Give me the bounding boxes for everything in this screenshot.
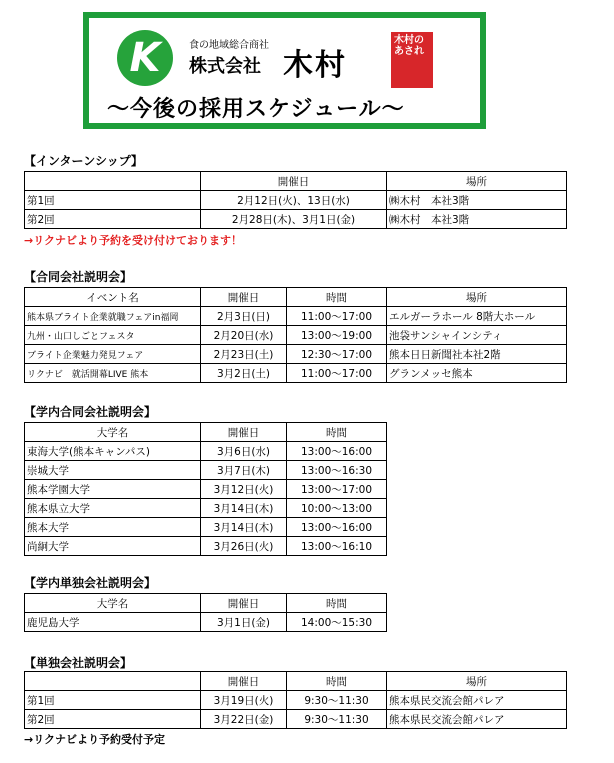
table-cell: 13:00〜16:00 — [287, 518, 387, 537]
table-cell: 2月20日(水) — [201, 326, 287, 345]
table-cell: 13:00〜19:00 — [287, 326, 387, 345]
table-header — [25, 172, 201, 191]
table-cell: 9:30〜11:30 — [287, 710, 387, 729]
table-header: 時間 — [287, 423, 387, 442]
table-header: 場所 — [387, 288, 567, 307]
table-row — [25, 480, 387, 499]
table-row — [25, 461, 387, 480]
table-cell: 3月22日(金) — [201, 710, 287, 729]
table-header-row — [25, 423, 387, 442]
table-cell: 熊本日日新聞社本社2階 — [387, 345, 567, 364]
table-header: 時間 — [287, 288, 387, 307]
table-row — [25, 710, 567, 729]
table-cell: 3月14日(木) — [201, 499, 287, 518]
table-cell: ㈱木村 本社3階 — [387, 191, 567, 210]
table-row — [25, 364, 567, 383]
table-cell: 熊本県ブライト企業就職フェアin福岡 — [25, 307, 201, 326]
table-cell: 10:00〜13:00 — [287, 499, 387, 518]
table-header-row — [25, 172, 567, 191]
table-header: 開催日 — [201, 672, 287, 691]
page-title: 〜今後の採用スケジュール〜 — [107, 97, 405, 122]
table-cell: 九州・山口しごとフェスタ — [25, 326, 201, 345]
table-header: 大学名 — [25, 423, 201, 442]
table-row — [25, 191, 567, 210]
table-cell: 2月23日(土) — [201, 345, 287, 364]
table-row — [25, 613, 387, 632]
table-cell: 3月19日(火) — [201, 691, 287, 710]
table-header: 場所 — [387, 172, 567, 191]
table-cell: 熊本県民交流会館パレア — [387, 691, 567, 710]
table-cell: 3月14日(木) — [201, 518, 287, 537]
table-cell: 崇城大学 — [25, 461, 201, 480]
table-cell: 13:00〜16:00 — [287, 442, 387, 461]
table-cell: 熊本県民交流会館パレア — [387, 710, 567, 729]
table-cell: ㈱木村 本社3階 — [387, 210, 567, 229]
table-cell: ブライト企業魅力発見フェア — [25, 345, 201, 364]
table-cell: 鹿児島大学 — [25, 613, 201, 632]
table-cell: 3月26日(火) — [201, 537, 287, 556]
table-header: イベント名 — [25, 288, 201, 307]
table-cell: 東海大学(熊本キャンパス) — [25, 442, 201, 461]
table-cell: 14:00〜15:30 — [287, 613, 387, 632]
table-cell: リクナビ 就活開幕LIVE 熊本 — [25, 364, 201, 383]
table-cell: 熊本県立大学 — [25, 499, 201, 518]
table-cell: 11:00〜17:00 — [287, 307, 387, 326]
single-section-title: 【単独会社説明会】 — [24, 656, 133, 670]
table-row — [25, 518, 387, 537]
table-row — [25, 442, 387, 461]
table-header: 開催日 — [201, 423, 287, 442]
table-cell: 熊本大学 — [25, 518, 201, 537]
table-cell: 2月3日(日) — [201, 307, 287, 326]
table-header: 開催日 — [201, 594, 287, 613]
table-cell: グランメッセ熊本 — [387, 364, 567, 383]
table-header: 大学名 — [25, 594, 201, 613]
joint-section-title: 【合同会社説明会】 — [24, 270, 133, 284]
table-cell: 3月2日(土) — [201, 364, 287, 383]
table-header: 開催日 — [201, 288, 287, 307]
table-cell: 第1回 — [25, 691, 201, 710]
table-cell: 3月7日(木) — [201, 461, 287, 480]
table-row — [25, 691, 567, 710]
table-cell: 第2回 — [25, 210, 201, 229]
table-row — [25, 326, 567, 345]
table-header — [25, 672, 201, 691]
table-cell: 13:00〜16:10 — [287, 537, 387, 556]
table-cell: 池袋サンシャインシティ — [387, 326, 567, 345]
table-cell: 第2回 — [25, 710, 201, 729]
table-header-row — [25, 672, 567, 691]
table-row — [25, 537, 387, 556]
campus-joint-table — [24, 422, 387, 556]
internship-table — [24, 171, 567, 229]
campus-joint-section-title: 【学内合同会社説明会】 — [24, 405, 157, 419]
brand-seal-icon: 木村のあされ — [391, 32, 433, 88]
single-reservation-note: →リクナビより予約受付予定 — [24, 733, 165, 746]
table-header: 時間 — [287, 594, 387, 613]
table-cell: 3月12日(火) — [201, 480, 287, 499]
company-type: 株式会社 — [189, 56, 261, 77]
table-cell: 2月12日(火)、13日(水) — [201, 191, 387, 210]
table-header-row — [25, 288, 567, 307]
table-header-row — [25, 594, 387, 613]
company-tagline: 食の地域総合商社 — [189, 40, 269, 51]
table-cell: 3月1日(金) — [201, 613, 287, 632]
table-cell: 熊本学園大学 — [25, 480, 201, 499]
table-header: 場所 — [387, 672, 567, 691]
table-cell: 3月6日(水) — [201, 442, 287, 461]
company-banner — [83, 12, 486, 129]
company-logo-icon: K — [117, 30, 173, 86]
table-row — [25, 345, 567, 364]
table-header: 開催日 — [201, 172, 387, 191]
table-cell: エルガーラホール 8階大ホール — [387, 307, 567, 326]
table-row — [25, 210, 567, 229]
table-cell: 12:30〜17:00 — [287, 345, 387, 364]
internship-reservation-note: →リクナビより予約を受け付けております！ — [24, 234, 242, 247]
table-cell: 13:00〜16:30 — [287, 461, 387, 480]
table-row — [25, 307, 567, 326]
table-cell: 11:00〜17:00 — [287, 364, 387, 383]
table-cell: 尚絅大学 — [25, 537, 201, 556]
table-header: 時間 — [287, 672, 387, 691]
joint-table — [24, 287, 567, 383]
table-cell: 2月28日(木)、3月1日(金) — [201, 210, 387, 229]
company-name: 木村 — [283, 48, 347, 83]
internship-section-title: 【インターンシップ】 — [24, 154, 143, 168]
table-cell: 第1回 — [25, 191, 201, 210]
single-table — [24, 671, 567, 729]
table-cell: 13:00〜17:00 — [287, 480, 387, 499]
table-row — [25, 499, 387, 518]
campus-single-table — [24, 593, 387, 632]
campus-single-section-title: 【学内単独会社説明会】 — [24, 576, 157, 590]
table-cell: 9:30〜11:30 — [287, 691, 387, 710]
